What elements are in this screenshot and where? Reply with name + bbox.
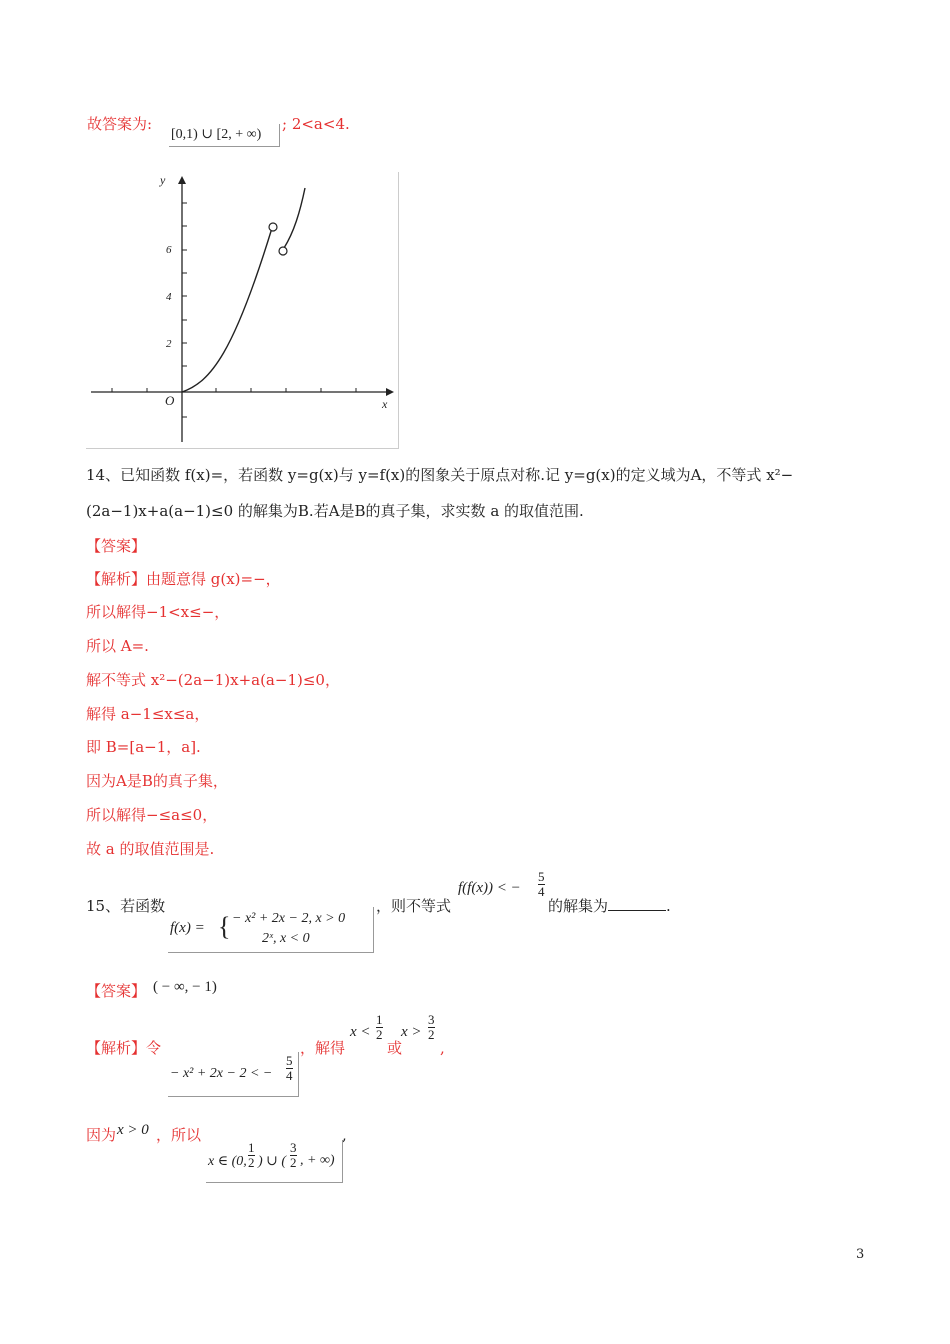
q15-result-frac1-den: 2 bbox=[248, 1155, 255, 1170]
q15-result-frac1-num: 1 bbox=[248, 1140, 255, 1155]
q14-analysis-line-1: 【解析】由题意得 g(x)=−， bbox=[86, 570, 281, 588]
open-circle-lower bbox=[279, 247, 287, 255]
q15-result-frac2-num: 3 bbox=[290, 1140, 297, 1155]
q15-analysis-frac-den: 4 bbox=[286, 1068, 293, 1083]
q15-result-frac1 bbox=[248, 1141, 255, 1170]
curve-piece-left bbox=[182, 228, 272, 392]
q15-prefix: 15、若函数 bbox=[86, 897, 166, 915]
q14-analysis-line-5: 解得 a−1≤x≤a， bbox=[86, 705, 210, 723]
answer-interval-box bbox=[169, 124, 280, 147]
q15-func-lhs: f(x) = bbox=[170, 920, 205, 936]
y-axis-arrow bbox=[178, 176, 186, 184]
q15-or-text: 或 bbox=[387, 1039, 403, 1057]
q14-analysis-line-7: 因为A是B的真子集， bbox=[86, 772, 228, 790]
q15-result-mid: ) ∪ ( bbox=[258, 1154, 287, 1169]
q15-result-frac2 bbox=[290, 1141, 297, 1170]
q14-answer-tag: 【答案】 bbox=[86, 537, 147, 555]
q15-because-math: x > 0 bbox=[117, 1122, 149, 1138]
q14-analysis-line-2: 所以解得−1<x≤−， bbox=[86, 603, 230, 621]
function-graph bbox=[86, 172, 399, 449]
q15-mid: ，则不等式 bbox=[376, 897, 452, 915]
q15-sol2-num: 3 bbox=[428, 1012, 435, 1027]
q15-sol1-num: 1 bbox=[376, 1012, 383, 1027]
q15-ineq-lhs: f(f(x)) < − bbox=[458, 880, 521, 896]
q15-brace: { bbox=[218, 912, 231, 941]
q15-trailing-comma: , bbox=[342, 1126, 347, 1144]
origin-label: O bbox=[165, 393, 175, 408]
q15-result-box bbox=[206, 1140, 343, 1183]
q15-sol2-den: 2 bbox=[428, 1027, 435, 1042]
x-axis-label: x bbox=[382, 397, 388, 411]
q15-sol1-frac bbox=[376, 1013, 383, 1042]
q15-function-box bbox=[168, 907, 374, 953]
q14-line1: 14、已知函数 f(x)=，若函数 y=g(x)与 y=f(x)的图象关于原点对称.记 y=g(x)的定义域为A，不等式 x²− bbox=[86, 466, 794, 484]
q15-result-frac2-den: 2 bbox=[290, 1155, 297, 1170]
q15-sol1-den: 2 bbox=[376, 1027, 383, 1042]
answer-suffix: ; 2<a<4. bbox=[282, 115, 350, 133]
q15-sol2: x > bbox=[401, 1024, 422, 1040]
q15-because-text: 因为 bbox=[86, 1126, 117, 1144]
q15-analysis-tag: 【解析】令 bbox=[86, 1039, 162, 1057]
x-axis-arrow bbox=[386, 388, 394, 396]
answer-interval: [0,1) ∪ [2, + ∞) bbox=[171, 127, 262, 142]
q15-answer-blank bbox=[608, 896, 666, 911]
y-tick-label-2: 2 bbox=[166, 338, 172, 350]
q15-case1: − x² + 2x − 2, x > 0 bbox=[232, 911, 346, 926]
q14-analysis-line-8: 所以解得−≤a≤0， bbox=[86, 806, 218, 824]
q15-answer-value: ( − ∞, − 1) bbox=[153, 979, 217, 995]
q15-result-suffix: , + ∞) bbox=[300, 1153, 335, 1168]
y-tick-label-6: 6 bbox=[166, 244, 172, 256]
q15-frac-num: 5 bbox=[538, 869, 545, 884]
q15-result-prefix: x ∈ (0, bbox=[208, 1154, 247, 1169]
q14-analysis-line-9: 故 a 的取值范围是. bbox=[86, 840, 215, 858]
q14-line2: (2a−1)x+a(a−1)≤0 的解集为B.若A是B的真子集，求实数 a 的取值范围. bbox=[86, 502, 584, 520]
q14-analysis-line-4: 解不等式 x²−(2a−1)x+a(a−1)≤0， bbox=[86, 671, 340, 689]
y-axis-label: y bbox=[160, 173, 166, 187]
q15-analysis-frac bbox=[286, 1054, 293, 1083]
q15-analysis-frac-num: 5 bbox=[286, 1053, 293, 1068]
function-graph-svg bbox=[86, 172, 398, 448]
q15-so-text: ，所以 bbox=[156, 1126, 202, 1144]
q15-case2: 2ˣ, x < 0 bbox=[262, 931, 310, 946]
q15-answer-tag: 【答案】 bbox=[86, 982, 147, 1000]
q15-comma: , bbox=[440, 1039, 445, 1057]
q15-sol1: x < bbox=[350, 1024, 371, 1040]
q15-sol2-frac bbox=[428, 1013, 435, 1042]
q15-analysis-ineq: − x² + 2x − 2 < − bbox=[170, 1066, 273, 1081]
page-number: 3 bbox=[856, 1247, 865, 1262]
y-tick-label-4: 4 bbox=[166, 291, 172, 303]
q15-ineq-frac bbox=[538, 870, 545, 899]
answer-prefix: 故答案为: bbox=[87, 115, 153, 133]
q15-analysis-ineq-box bbox=[168, 1052, 299, 1097]
q15-end: . bbox=[666, 897, 671, 915]
q15-suffix-text: 的解集为 bbox=[548, 897, 609, 915]
curve-piece-right bbox=[284, 188, 305, 248]
y-ticks bbox=[182, 203, 187, 417]
q14-analysis-line-6: 即 B=[a−1，a]. bbox=[86, 738, 201, 756]
open-circle-upper bbox=[269, 223, 277, 231]
q15-frac-den: 4 bbox=[538, 884, 545, 899]
q15-solve-text: ，解得 bbox=[300, 1039, 346, 1057]
q15-suffix bbox=[548, 896, 671, 916]
q14-analysis-line-3: 所以 A=. bbox=[86, 637, 149, 655]
